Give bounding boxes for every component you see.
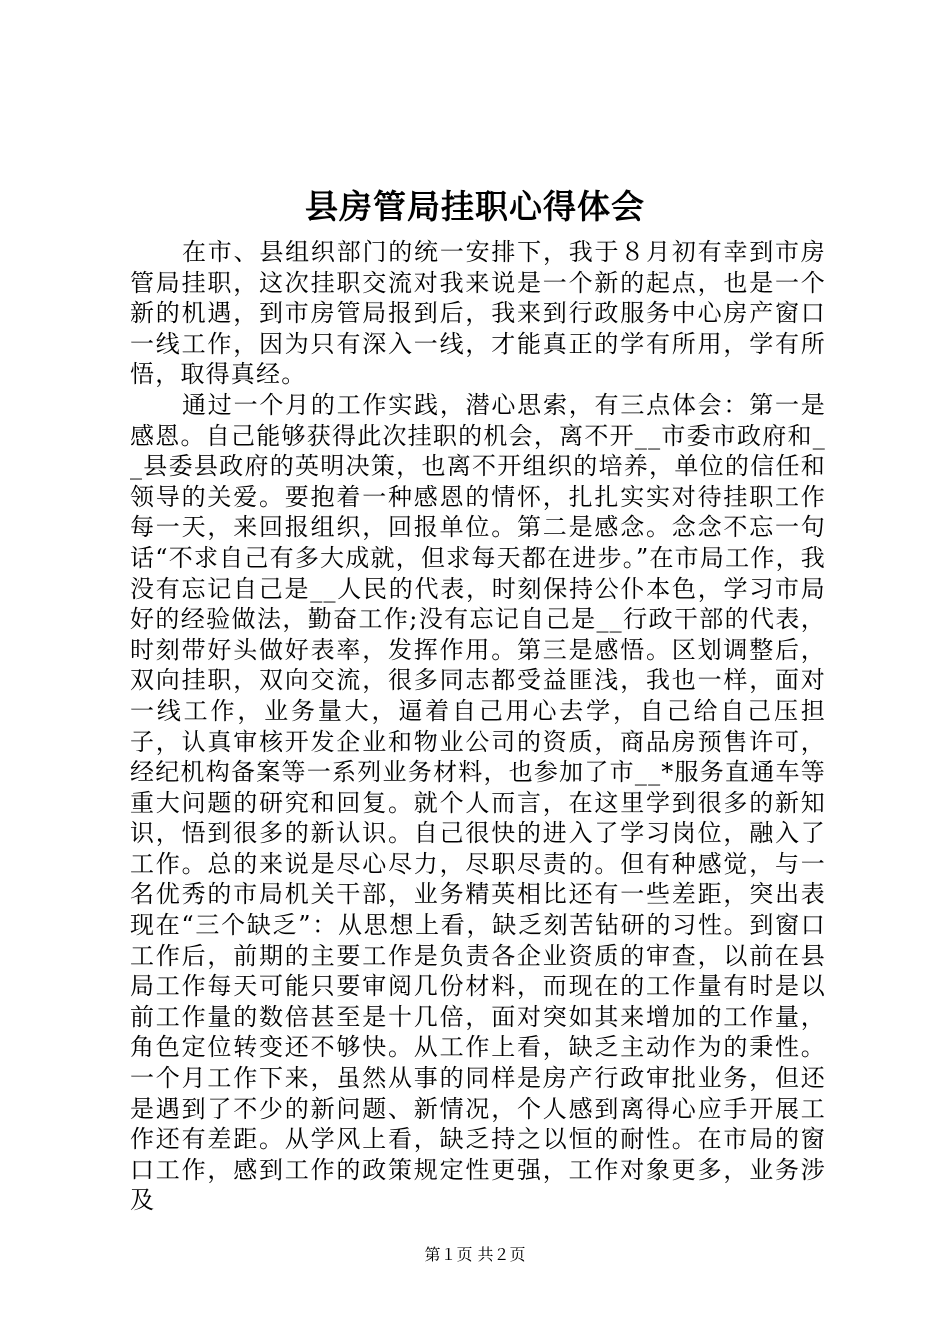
paragraph-reflections: 通过一个月的工作实践，潜心思索，有三点体会：第一是感恩。自己能够获得此次挂职的机会，离不开__市委市政府和__县委县政府的英明决策，也离不开组织的培养，单位的信任和领导的关爱。要抱着一种感恩的情怀，扎扎实实对待挂职工作每一天，来回报组织，回报单位。第二是感念。念念不忘一句话“不求自己有多大成就，但求每天都在进步。”在市局工作，我没有忘记自己是__人民的代表，时刻保持公仆本色，学习市局好的经验做法，勤奋工作;没有忘记自己是__行政干部的代表，时刻带好头做好表率，发挥作用。第三是感悟。区划调整后，双向挂职，双向交流，很多同志都受益匪浅，我也一样，面对一线工作，业务量大，逼着自己用心去学，自己给自己压担子，认真审核开发企业和物业公司的资质，商品房预售许可，经纪机构备案等一系列业务材料，也参加了市__*服务直通车等重大问题的研究和回复。就个人而言，在这里学到很多的新知识，悟到很多的新认识。自己很快的进入了学习岗位，融入了工作。总的来说是尽心尽力，尽职尽责的。但有种感觉，与一名优秀的市局机关干部，业务精英相比还有一些差距，突出表现在“三个缺乏”：从思想上看，缺乏刻苦钻研的习性。到窗口工作后，前期的主要工作是负责各企业资质的审查，以前在县局工作每天可能只要审阅几份材料，而现在的工作量有时是以前工作量的数倍甚至是十几倍，面对突如其来增加的工作量，角色定位转变还不够快。从工作上看，缺乏主动作为的秉性。一个月工作下来，虽然从事的同样是房产行政审批业务，但还是遇到了不少的新问题、新情况，个人感到离得心应手开展工作还有差距。从学风上看，缺乏持之以恒的耐性。在市局的窗口工作，感到工作的政策规定性更强，工作对象更多，业务涉及 [130,390,826,1215]
document-body [130,237,826,1216]
document-title: 县房管局挂职心得体会 [305,187,645,226]
paragraph-intro: 在市、县组织部门的统一安排下，我于８月初有幸到市房管局挂职，这次挂职交流对我来说是一个新的起点，也是一个新的机遇，到市房管局报到后，我来到行政服务中心房产窗口一线工作，因为只有深入一线，才能真正的学有所用，学有所悟，取得真经。 [130,238,826,389]
page-number-footer: 第１页 共２页 [424,1245,526,1264]
